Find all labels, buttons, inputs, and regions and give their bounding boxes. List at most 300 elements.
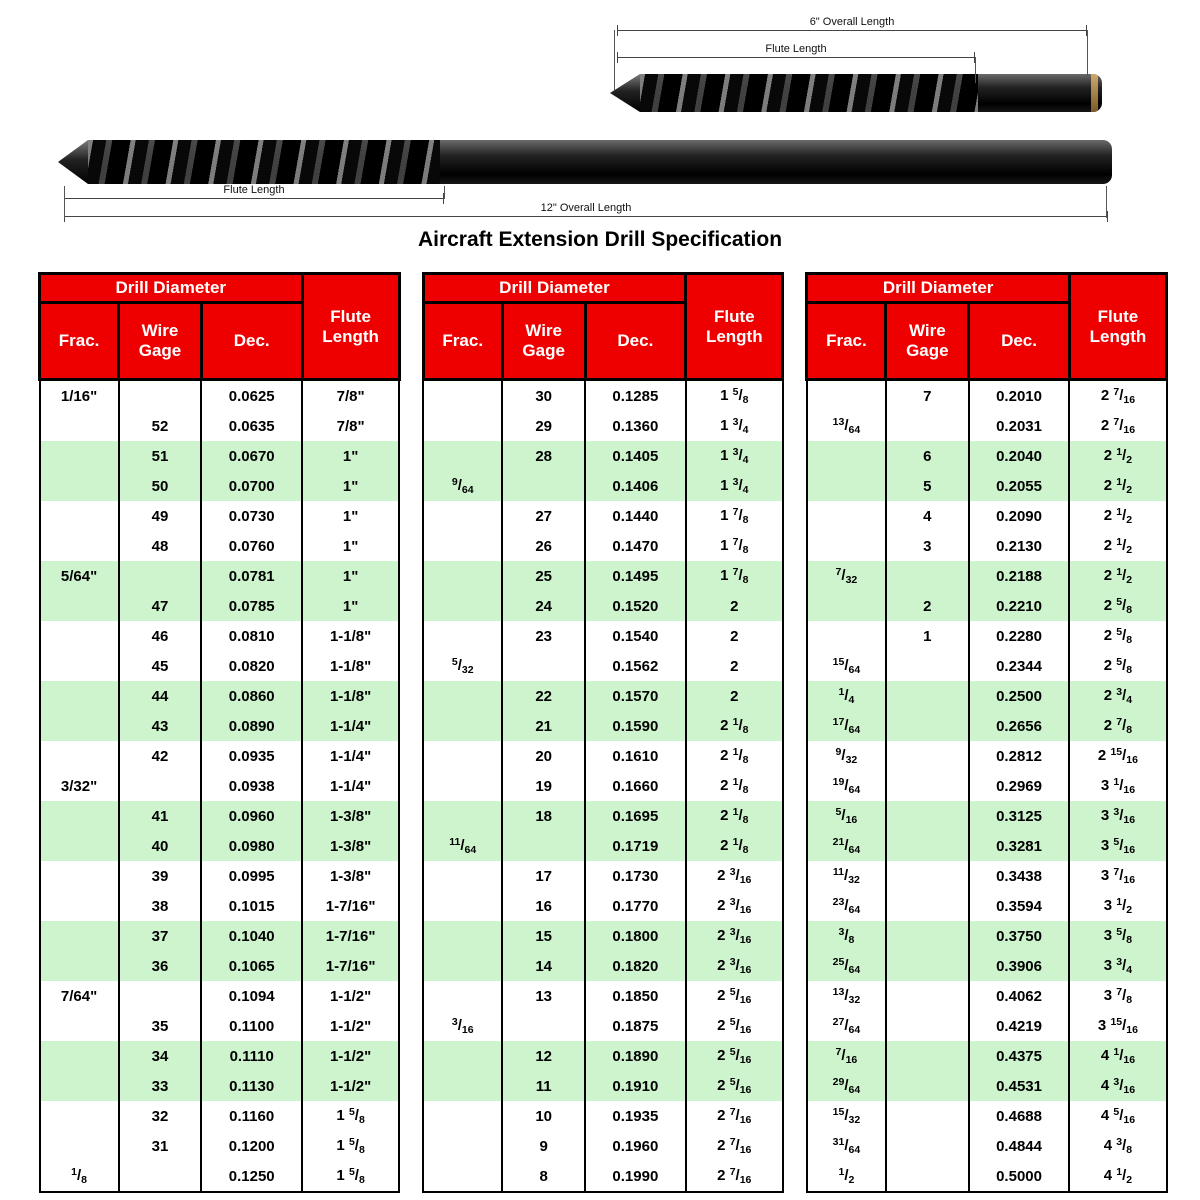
- cell-wire-gage: 8: [502, 1161, 585, 1192]
- spec-table-3: [805, 272, 1168, 1193]
- table-row: [807, 621, 1167, 651]
- cell-wire-gage: 27: [502, 501, 585, 531]
- cell-dec: 0.1406: [585, 471, 686, 501]
- cell-flute-length: 2 $^5/_{16}$: [686, 981, 783, 1011]
- table-row: [807, 1041, 1167, 1071]
- cell-frac: [40, 651, 119, 681]
- cell-wire-gage: 9: [502, 1131, 585, 1161]
- cell-wire-gage: [886, 981, 969, 1011]
- spec-table: [38, 272, 401, 1193]
- header-drill-diameter: Drill Diameter: [40, 274, 303, 303]
- cell-dec: 0.0995: [201, 861, 302, 891]
- cell-wire-gage: 1: [886, 621, 969, 651]
- cell-frac: $^5/_{32}$: [423, 651, 502, 681]
- drill-flutes: [88, 140, 440, 184]
- header-dec: Dec.: [585, 303, 686, 380]
- cell-frac: $^{19}/_{64}$: [807, 771, 886, 801]
- cell-wire-gage: [119, 1161, 202, 1192]
- table-row: [807, 801, 1167, 831]
- cell-wire-gage: [886, 771, 969, 801]
- cell-wire-gage: 5: [886, 471, 969, 501]
- cell-flute-length: 3 $^1/_2$: [1069, 891, 1166, 921]
- cell-frac: [807, 591, 886, 621]
- cell-flute-length: 2 $^1/_8$: [686, 801, 783, 831]
- cell-frac: $^3/_{16}$: [423, 1011, 502, 1041]
- cell-wire-gage: [886, 651, 969, 681]
- cell-flute-length: 3 $^1/_{16}$: [1069, 771, 1166, 801]
- drill-bit-12-inch: [58, 140, 1112, 184]
- table-row: [423, 531, 783, 561]
- cell-wire-gage: [886, 861, 969, 891]
- cell-flute-length: 2 $^5/_8$: [1069, 591, 1166, 621]
- cell-frac: [40, 1011, 119, 1041]
- cell-wire-gage: 29: [502, 411, 585, 441]
- cell-flute-length: 3 $^{15}/_{16}$: [1069, 1011, 1166, 1041]
- cell-wire-gage: 34: [119, 1041, 202, 1071]
- cell-flute-length: 2: [686, 681, 783, 711]
- table-row: [40, 411, 400, 441]
- cell-wire-gage: [119, 981, 202, 1011]
- table-row: [40, 1131, 400, 1161]
- cell-frac: [807, 441, 886, 471]
- table-row: [423, 1071, 783, 1101]
- cell-flute-length: 2 $^1/_2$: [1069, 441, 1166, 471]
- cell-dec: 0.2055: [969, 471, 1070, 501]
- cell-flute-length: 1-3/8": [302, 801, 399, 831]
- table-row: [40, 1041, 400, 1071]
- table-row: [423, 471, 783, 501]
- cell-dec: 0.1470: [585, 531, 686, 561]
- cell-wire-gage: 28: [502, 441, 585, 471]
- cell-frac: [40, 951, 119, 981]
- cell-flute-length: 1-1/4": [302, 711, 399, 741]
- page-title: Aircraft Extension Drill Specification: [417, 228, 783, 251]
- table-row: [423, 621, 783, 651]
- header-frac: Frac.: [40, 303, 119, 380]
- cell-frac: [40, 861, 119, 891]
- cell-frac: [423, 741, 502, 771]
- cell-dec: 0.1160: [201, 1101, 302, 1131]
- spec-table: [805, 272, 1168, 1193]
- cell-dec: 0.1285: [585, 380, 686, 412]
- cell-dec: 0.1562: [585, 651, 686, 681]
- cell-dec: 0.1990: [585, 1161, 686, 1192]
- cell-wire-gage: 36: [119, 951, 202, 981]
- cell-frac: [423, 591, 502, 621]
- table-row: [423, 831, 783, 861]
- cell-frac: [423, 921, 502, 951]
- cell-wire-gage: 18: [502, 801, 585, 831]
- cell-frac: $^{13}/_{64}$: [807, 411, 886, 441]
- cell-wire-gage: [886, 1161, 969, 1192]
- cell-flute-length: 2 $^1/_8$: [686, 711, 783, 741]
- cell-dec: 0.2656: [969, 711, 1070, 741]
- cell-frac: [423, 561, 502, 591]
- table-row: [423, 741, 783, 771]
- cell-frac: [40, 531, 119, 561]
- extension-line: [1106, 186, 1107, 218]
- drill-tip: [58, 140, 88, 184]
- cell-wire-gage: 4: [886, 501, 969, 531]
- cell-wire-gage: [886, 1131, 969, 1161]
- cell-frac: $^{31}/_{64}$: [807, 1131, 886, 1161]
- cell-dec: 0.1850: [585, 981, 686, 1011]
- table-row: [423, 801, 783, 831]
- table-row: [807, 591, 1167, 621]
- cell-dec: 0.4062: [969, 981, 1070, 1011]
- cell-frac: $^{25}/_{64}$: [807, 951, 886, 981]
- cell-dec: 0.0730: [201, 501, 302, 531]
- cell-frac: [40, 411, 119, 441]
- cell-frac: [423, 380, 502, 412]
- cell-flute-length: 4 $^3/_8$: [1069, 1131, 1166, 1161]
- table-row: [40, 591, 400, 621]
- cell-frac: [423, 801, 502, 831]
- cell-frac: [423, 1071, 502, 1101]
- dimension-label-flute-12in: Flute Length: [223, 184, 285, 196]
- cell-frac: [423, 681, 502, 711]
- cell-frac: [423, 621, 502, 651]
- table-row: [40, 501, 400, 531]
- drill-body: [640, 74, 1102, 112]
- cell-frac: $^1/_2$: [807, 1161, 886, 1192]
- table-row: [40, 771, 400, 801]
- cell-flute-length: 2 $^5/_{16}$: [686, 1011, 783, 1041]
- table-row: [807, 471, 1167, 501]
- cell-dec: 0.1875: [585, 1011, 686, 1041]
- cell-frac: [423, 411, 502, 441]
- cell-frac: [807, 380, 886, 412]
- cell-wire-gage: 52: [119, 411, 202, 441]
- cell-flute-length: 1": [302, 591, 399, 621]
- cell-flute-length: 2 $^5/_{16}$: [686, 1071, 783, 1101]
- cell-wire-gage: 23: [502, 621, 585, 651]
- cell-dec: 0.1540: [585, 621, 686, 651]
- cell-flute-length: 2 $^3/_{16}$: [686, 951, 783, 981]
- cell-flute-length: 2 $^{15}/_{16}$: [1069, 741, 1166, 771]
- cell-dec: 0.2040: [969, 441, 1070, 471]
- cell-dec: 0.1250: [201, 1161, 302, 1192]
- cell-frac: [40, 741, 119, 771]
- cell-frac: $^{21}/_{64}$: [807, 831, 886, 861]
- cell-wire-gage: [502, 1011, 585, 1041]
- extension-line: [1087, 30, 1088, 76]
- cell-flute-length: 3 $^5/_{16}$: [1069, 831, 1166, 861]
- cell-dec: 0.2344: [969, 651, 1070, 681]
- cell-dec: 0.1590: [585, 711, 686, 741]
- table-row: [807, 1011, 1167, 1041]
- cell-dec: 0.2130: [969, 531, 1070, 561]
- cell-flute-length: 1-1/2": [302, 1011, 399, 1041]
- cell-dec: 0.2031: [969, 411, 1070, 441]
- table-row: [423, 591, 783, 621]
- cell-frac: [40, 801, 119, 831]
- cell-flute-length: 1": [302, 471, 399, 501]
- table-row: [423, 561, 783, 591]
- header-flute-length: Flute Length: [302, 274, 399, 380]
- table-row: [423, 1161, 783, 1192]
- cell-dec: 0.2090: [969, 501, 1070, 531]
- cell-flute-length: 1 $^5/_8$: [302, 1101, 399, 1131]
- cell-flute-length: 1 $^7/_8$: [686, 501, 783, 531]
- cell-flute-length: 1 $^3/_4$: [686, 471, 783, 501]
- cell-flute-length: 1-1/8": [302, 681, 399, 711]
- cell-flute-length: 1": [302, 501, 399, 531]
- cell-wire-gage: 16: [502, 891, 585, 921]
- cell-dec: 0.1015: [201, 891, 302, 921]
- cell-frac: [807, 471, 886, 501]
- table-row: [807, 651, 1167, 681]
- cell-flute-length: 1 $^5/_8$: [302, 1161, 399, 1192]
- cell-flute-length: 2 $^1/_8$: [686, 741, 783, 771]
- cell-frac: [423, 531, 502, 561]
- cell-dec: 0.1610: [585, 741, 686, 771]
- cell-frac: [40, 831, 119, 861]
- cell-frac: [40, 681, 119, 711]
- cell-wire-gage: [502, 831, 585, 861]
- cell-flute-length: 2 $^7/_{16}$: [1069, 380, 1166, 412]
- cell-frac: $^1/_4$: [807, 681, 886, 711]
- table-row: [807, 531, 1167, 561]
- table-row: [40, 801, 400, 831]
- spec-table-1: [38, 272, 401, 1193]
- cell-wire-gage: 19: [502, 771, 585, 801]
- cell-flute-length: 2 $^1/_2$: [1069, 501, 1166, 531]
- dimension-line-overall-6in: [617, 16, 1087, 31]
- cell-flute-length: 2: [686, 651, 783, 681]
- cell-flute-length: 1": [302, 561, 399, 591]
- cell-frac: [40, 891, 119, 921]
- cell-frac: [423, 711, 502, 741]
- cell-frac: $^9/_{64}$: [423, 471, 502, 501]
- cell-flute-length: 1-7/16": [302, 951, 399, 981]
- header-dec: Dec.: [201, 303, 302, 380]
- table-row: [423, 1011, 783, 1041]
- shank-ring: [1091, 74, 1098, 112]
- cell-dec: 0.0935: [201, 741, 302, 771]
- cell-wire-gage: [886, 1041, 969, 1071]
- header-frac: Frac.: [423, 303, 502, 380]
- cell-flute-length: 4 $^3/_{16}$: [1069, 1071, 1166, 1101]
- cell-flute-length: 1-7/16": [302, 921, 399, 951]
- table-row: [807, 981, 1167, 1011]
- cell-flute-length: 2: [686, 591, 783, 621]
- cell-wire-gage: 44: [119, 681, 202, 711]
- cell-frac: [40, 1041, 119, 1071]
- table-row: [40, 891, 400, 921]
- cell-dec: 0.0635: [201, 411, 302, 441]
- table-row: [807, 771, 1167, 801]
- cell-dec: 0.3125: [969, 801, 1070, 831]
- cell-dec: 0.1110: [201, 1041, 302, 1071]
- cell-wire-gage: 51: [119, 441, 202, 471]
- cell-dec: 0.0960: [201, 801, 302, 831]
- cell-wire-gage: 43: [119, 711, 202, 741]
- cell-wire-gage: 20: [502, 741, 585, 771]
- header-flute-length: Flute Length: [1069, 274, 1166, 380]
- cell-dec: 0.1770: [585, 891, 686, 921]
- table-row: [807, 711, 1167, 741]
- spec-table-2: [422, 272, 785, 1193]
- table-row: [40, 651, 400, 681]
- table-row: [40, 681, 400, 711]
- table-row: [807, 1161, 1167, 1192]
- cell-dec: 0.1360: [585, 411, 686, 441]
- cell-flute-length: 1": [302, 531, 399, 561]
- cell-flute-length: 1 $^5/_8$: [302, 1131, 399, 1161]
- cell-flute-length: 1-1/8": [302, 621, 399, 651]
- cell-wire-gage: [886, 951, 969, 981]
- table-row: [40, 921, 400, 951]
- cell-frac: [40, 471, 119, 501]
- drill-flutes: [640, 74, 978, 112]
- table-row: [807, 561, 1167, 591]
- cell-flute-length: 2 $^5/_{16}$: [686, 1041, 783, 1071]
- table-row: [40, 380, 400, 412]
- cell-frac: [423, 861, 502, 891]
- dimension-line-overall-12in: [64, 202, 1108, 217]
- cell-frac: [40, 501, 119, 531]
- cell-dec: 0.2280: [969, 621, 1070, 651]
- table-row: [423, 861, 783, 891]
- table-row: [423, 441, 783, 471]
- cell-frac: 7/64": [40, 981, 119, 1011]
- cell-wire-gage: [886, 561, 969, 591]
- drill-body: [88, 140, 1112, 184]
- table-row: [40, 861, 400, 891]
- cell-dec: 0.3750: [969, 921, 1070, 951]
- cell-frac: $^{13}/_{32}$: [807, 981, 886, 1011]
- table-row: [423, 501, 783, 531]
- header-flute-length: Flute Length: [686, 274, 783, 380]
- cell-flute-length: 2 $^1/_2$: [1069, 561, 1166, 591]
- extension-line: [64, 186, 65, 218]
- cell-dec: 0.1520: [585, 591, 686, 621]
- table-row: [40, 1101, 400, 1131]
- cell-wire-gage: 46: [119, 621, 202, 651]
- cell-dec: 0.4531: [969, 1071, 1070, 1101]
- table-row: [423, 1101, 783, 1131]
- cell-flute-length: 1-3/8": [302, 861, 399, 891]
- table-row: [40, 1011, 400, 1041]
- cell-frac: [807, 621, 886, 651]
- cell-wire-gage: 33: [119, 1071, 202, 1101]
- cell-frac: [807, 531, 886, 561]
- cell-frac: 3/32": [40, 771, 119, 801]
- cell-flute-length: 2 $^5/_8$: [1069, 621, 1166, 651]
- cell-flute-length: 2 $^7/_{16}$: [686, 1101, 783, 1131]
- cell-dec: 0.2969: [969, 771, 1070, 801]
- table-row: [423, 981, 783, 1011]
- cell-wire-gage: 2: [886, 591, 969, 621]
- cell-wire-gage: [119, 561, 202, 591]
- header-wire-gage: Wire Gage: [886, 303, 969, 380]
- cell-frac: [40, 1071, 119, 1101]
- cell-flute-length: 2 $^1/_2$: [1069, 531, 1166, 561]
- cell-frac: $^3/_8$: [807, 921, 886, 951]
- cell-dec: 0.1935: [585, 1101, 686, 1131]
- header-wire-gage: Wire Gage: [502, 303, 585, 380]
- cell-dec: 0.2210: [969, 591, 1070, 621]
- cell-flute-length: 2 $^7/_{16}$: [686, 1131, 783, 1161]
- table-row: [423, 651, 783, 681]
- header-dec: Dec.: [969, 303, 1070, 380]
- cell-wire-gage: [502, 651, 585, 681]
- cell-dec: 0.2188: [969, 561, 1070, 591]
- cell-flute-length: 4 $^1/_2$: [1069, 1161, 1166, 1192]
- cell-wire-gage: [886, 891, 969, 921]
- cell-frac: $^1/_8$: [40, 1161, 119, 1192]
- cell-frac: [40, 921, 119, 951]
- cell-flute-length: 3 $^3/_{16}$: [1069, 801, 1166, 831]
- cell-wire-gage: 32: [119, 1101, 202, 1131]
- table-row: [807, 441, 1167, 471]
- cell-frac: [423, 891, 502, 921]
- cell-flute-length: 1-1/2": [302, 981, 399, 1011]
- header-wire-gage: Wire Gage: [119, 303, 202, 380]
- cell-dec: 0.1200: [201, 1131, 302, 1161]
- cell-flute-length: 1-1/4": [302, 771, 399, 801]
- cell-wire-gage: 41: [119, 801, 202, 831]
- table-row: [40, 741, 400, 771]
- header-frac: Frac.: [807, 303, 886, 380]
- table-row: [423, 380, 783, 412]
- cell-dec: 0.1890: [585, 1041, 686, 1071]
- cell-wire-gage: 38: [119, 891, 202, 921]
- table-row: [40, 1161, 400, 1192]
- spec-table: [422, 272, 785, 1193]
- cell-wire-gage: 50: [119, 471, 202, 501]
- cell-frac: $^5/_{16}$: [807, 801, 886, 831]
- cell-wire-gage: [502, 471, 585, 501]
- cell-flute-length: 1 $^5/_8$: [686, 380, 783, 412]
- cell-wire-gage: 3: [886, 531, 969, 561]
- cell-dec: 0.1719: [585, 831, 686, 861]
- cell-dec: 0.2500: [969, 681, 1070, 711]
- table-row: [40, 531, 400, 561]
- cell-dec: 0.0810: [201, 621, 302, 651]
- cell-frac: $^{23}/_{64}$: [807, 891, 886, 921]
- table-row: [807, 681, 1167, 711]
- cell-frac: [423, 951, 502, 981]
- table-row: [807, 891, 1167, 921]
- extension-line: [614, 30, 615, 90]
- cell-flute-length: 2 $^1/_2$: [1069, 471, 1166, 501]
- cell-frac: [423, 1161, 502, 1192]
- cell-dec: 0.0760: [201, 531, 302, 561]
- cell-wire-gage: [886, 1101, 969, 1131]
- cell-flute-length: 1-7/16": [302, 891, 399, 921]
- cell-frac: $^{11}/_{64}$: [423, 831, 502, 861]
- cell-frac: 5/64": [40, 561, 119, 591]
- cell-dec: 0.1100: [201, 1011, 302, 1041]
- cell-wire-gage: [886, 831, 969, 861]
- table-row: [807, 411, 1167, 441]
- cell-flute-length: 7/8": [302, 380, 399, 412]
- cell-frac: [423, 1101, 502, 1131]
- drill-bit-6-inch: [610, 74, 1102, 112]
- cell-wire-gage: 6: [886, 441, 969, 471]
- cell-frac: [40, 621, 119, 651]
- cell-flute-length: 2 $^7/_{16}$: [686, 1161, 783, 1192]
- cell-frac: $^{17}/_{64}$: [807, 711, 886, 741]
- cell-dec: 0.0625: [201, 380, 302, 412]
- cell-wire-gage: [886, 711, 969, 741]
- cell-flute-length: 2 $^3/_{16}$: [686, 861, 783, 891]
- table-row: [423, 921, 783, 951]
- cell-dec: 0.1065: [201, 951, 302, 981]
- cell-flute-length: 7/8": [302, 411, 399, 441]
